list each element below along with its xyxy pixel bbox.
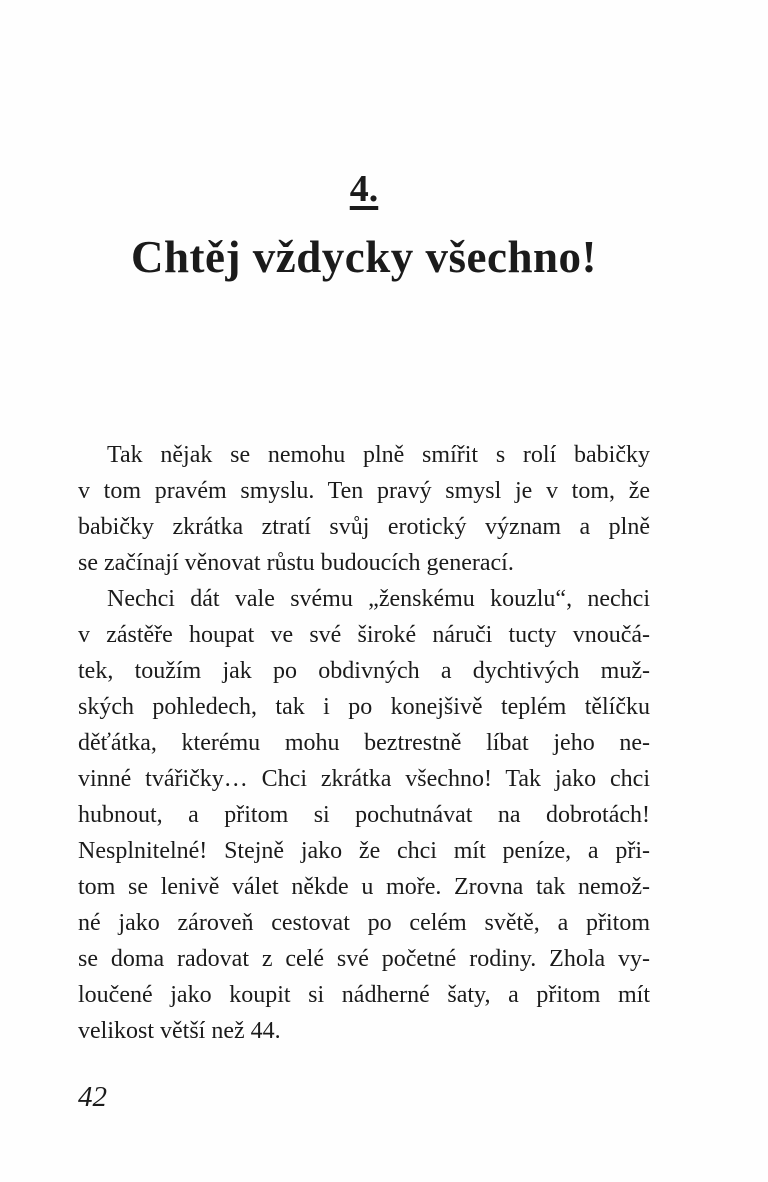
text-column [78,0,650,1182]
text-line: tek, toužím jak po obdivných a dychtivých muž- [78,658,650,684]
text-line: ských pohledech, tak i po konejšivě teplém tělíčku [78,694,650,720]
text-line: vinné tvářičky… Chci zkrátka všechno! Tak jako chci [78,766,650,792]
chapter-number-text: 4. [349,168,379,210]
text-line: Tak nějak se nemohu plně smířit s rolí babičky [107,442,650,468]
text-line: hubnout, a přitom si pochutnávat na dobrotách! [78,802,650,828]
paragraph [78,437,650,581]
text-line: v tom pravém smyslu. Ten pravý smysl je v tom, že [78,478,650,504]
body-text [78,437,650,1049]
text-line: babičky zkrátka ztratí svůj erotický význam a plně [78,514,650,540]
chapter-title: Chtěj vždycky všechno! [131,232,597,282]
paragraph [78,581,650,1049]
text-line: loučené jako koupit si nádherné šaty, a přitom mít [78,982,650,1008]
text-line: v zástěře houpat ve své široké náruči tucty vnoučá- [78,622,650,648]
text-line: děťátka, kterému mohu beztrestně líbat jeho ne- [78,730,650,756]
text-line: né jako zároveň cestovat po celém světě, a přitom [78,910,650,936]
text-line: se začínají věnovat růstu budoucích generací. [78,550,514,576]
page-number: 42 [78,1081,107,1113]
text-line: tom se lenivě válet někde u moře. Zrovna tak nemož- [78,874,650,900]
chapter-number [78,168,650,212]
text-line: velikost větší než 44. [78,1018,281,1044]
text-line: se doma radovat z celé své početné rodiny. Zhola vy- [78,946,650,972]
text-line: Nesplnitelné! Stejně jako že chci mít peníze, a při- [78,838,650,864]
text-line: Nechci dát vale svému „ženskému kouzlu“, nechci [107,586,650,612]
